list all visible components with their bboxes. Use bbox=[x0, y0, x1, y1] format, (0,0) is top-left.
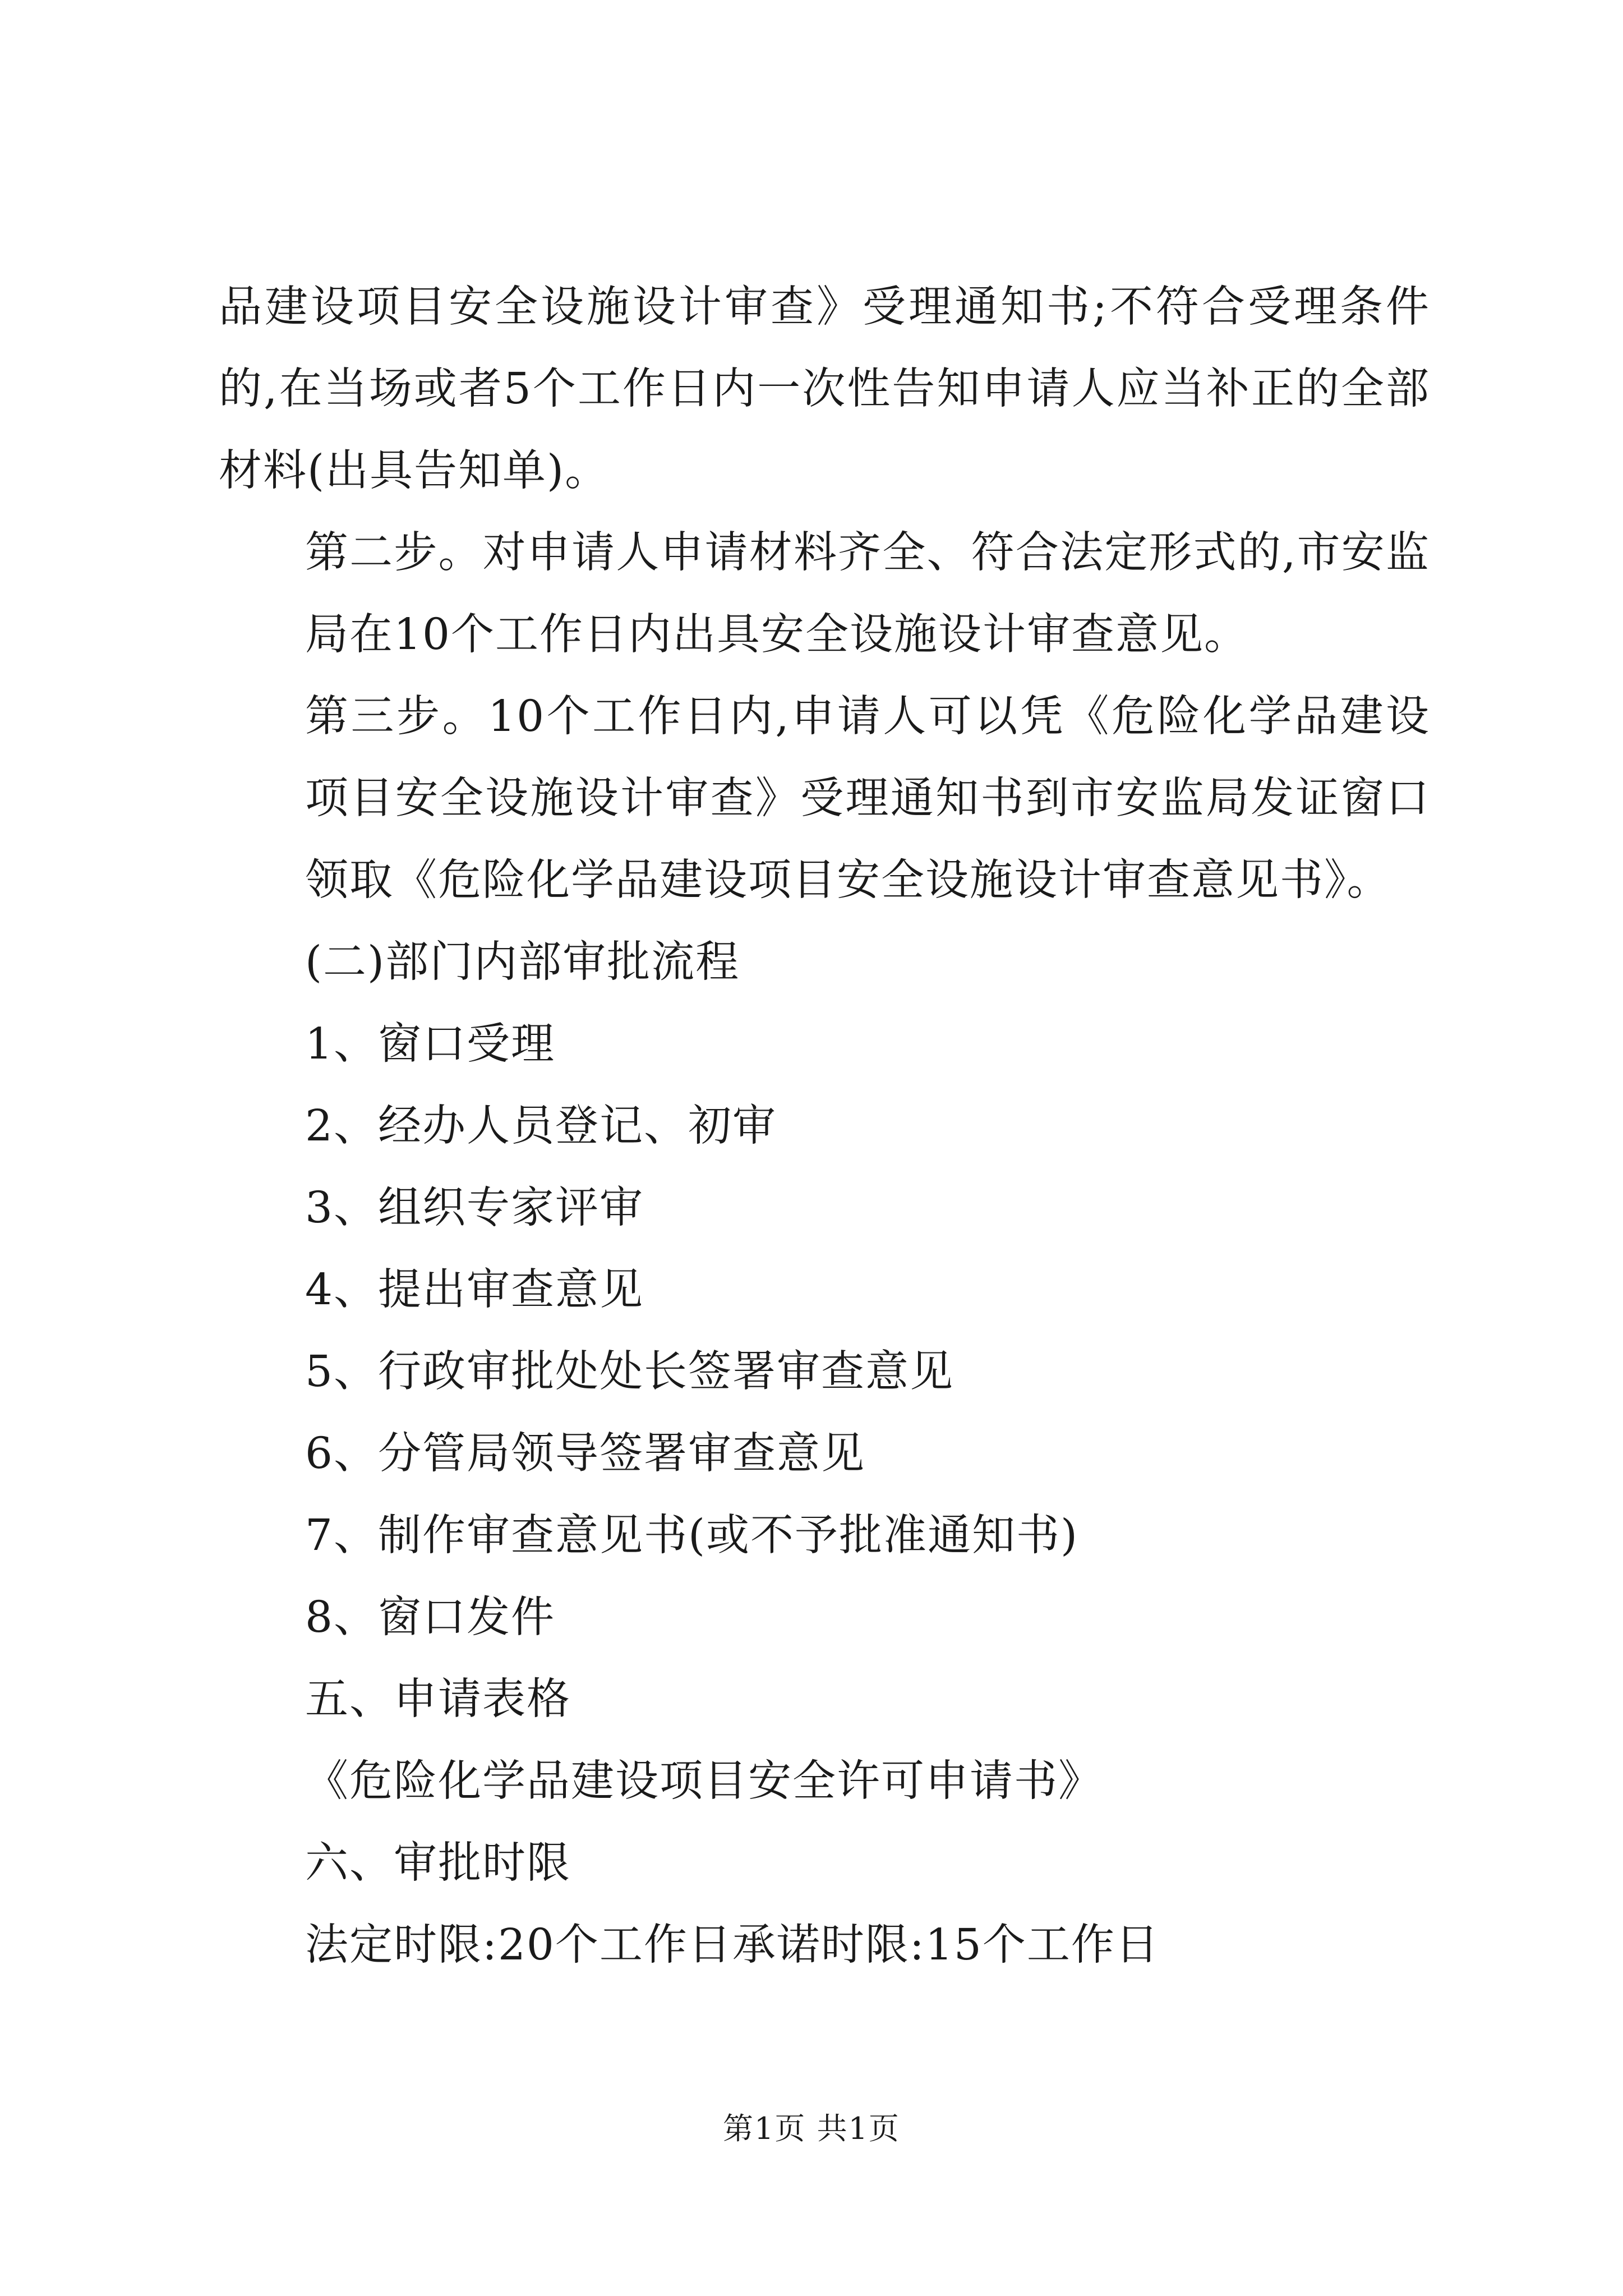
heading-internal-approval-process: (二)部门内部审批流程 bbox=[305, 937, 740, 987]
time-limit-text: 法定时限:20个工作日承诺时限:15个工作日 bbox=[305, 1920, 1160, 1970]
list-item: 1、窗口受理 bbox=[305, 1019, 555, 1069]
list-item: 4、提出审查意见 bbox=[305, 1265, 644, 1315]
paragraph-step-three: 第三步。10个工作日内,申请人可以凭《危险化学品建设项目安全设施设计审查》受理通知书到市安监局发证窗口领取《危险化学品建设项目安全设施设计审查意见书》。 bbox=[305, 692, 1430, 905]
application-form-title: 《危险化学品建设项目安全许可申请书》 bbox=[305, 1756, 1103, 1806]
page-footer: 第1页 共1页 bbox=[723, 2111, 900, 2146]
heading-application-forms: 五、申请表格 bbox=[305, 1674, 571, 1724]
list-item: 2、经办人员登记、初审 bbox=[305, 1101, 777, 1151]
list-item: 7、制作审查意见书(或不予批准通知书) bbox=[305, 1511, 1079, 1561]
list-item: 8、窗口发件 bbox=[305, 1593, 555, 1642]
list-item: 5、行政审批处处长签署审查意见 bbox=[305, 1347, 954, 1397]
heading-approval-time-limit: 六、审批时限 bbox=[305, 1838, 571, 1888]
paragraph-step-two: 第二步。对申请人申请材料齐全、符合法定形式的,市安监局在10个工作日内出具安全设施设计审查意见。 bbox=[305, 528, 1430, 660]
list-item: 6、分管局领导签署审查意见 bbox=[305, 1429, 865, 1479]
list-item: 3、组织专家评审 bbox=[305, 1183, 644, 1233]
paragraph-acceptance-notice: 品建设项目安全设施设计审查》受理通知书;不符合受理条件的,在当场或者5个工作日内一次性告知申请人应当补正的全部材料(出具告知单)。 bbox=[219, 282, 1430, 496]
document-body bbox=[219, 266, 1430, 1986]
